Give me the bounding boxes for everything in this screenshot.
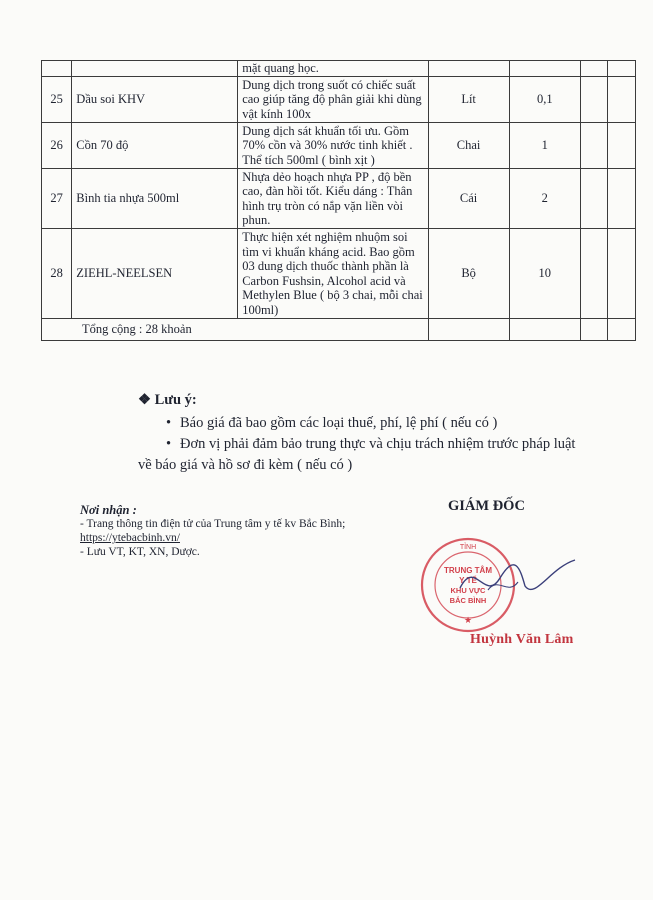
recipients-block — [80, 503, 410, 559]
notes-heading-line — [138, 390, 628, 411]
cell-unit: Lít — [428, 77, 509, 123]
website-link[interactable]: https://ytebacbinh.vn/ — [80, 532, 180, 544]
cell-empty — [608, 229, 636, 319]
note-text: Đơn vị phải đảm bảo trung thực và chịu trách nhiệm trước pháp luật — [180, 436, 576, 452]
cell-qty: 1 — [509, 123, 580, 169]
cell-unit: Cái — [428, 169, 509, 229]
total-label: Tổng cộng : 28 khoản — [42, 319, 429, 341]
table-row — [42, 169, 636, 229]
cell-empty — [580, 61, 608, 77]
stamp-top-text: TỈNH — [459, 544, 477, 551]
note-continuation: về báo giá và hồ sơ đi kèm ( nếu có ) — [138, 457, 353, 473]
table-row — [42, 123, 636, 169]
cell-desc: mặt quang học. — [238, 61, 428, 77]
cell-qty — [509, 61, 580, 77]
cell-no: 25 — [42, 77, 72, 123]
cell-desc: Dung dịch sát khuẩn tối ưu. Gồm 70% cồn và 30% nước tinh khiết . Thể tích 500ml ( bình xịt ) — [238, 123, 428, 169]
cell-empty — [580, 123, 608, 169]
cell-no: 28 — [42, 229, 72, 319]
cell-empty — [580, 229, 608, 319]
recipients-title: Nơi nhận : — [80, 503, 137, 517]
recipient-line: - Lưu VT, KT, XN, Dược. — [80, 546, 200, 558]
cell-no — [42, 61, 72, 77]
cell-empty — [580, 319, 608, 341]
cell-name: Dầu soi KHV — [72, 77, 238, 123]
signature-scribble-icon — [440, 548, 580, 608]
bullet-icon: • — [166, 436, 172, 452]
cell-qty: 10 — [509, 229, 580, 319]
cell-unit: Bộ — [428, 229, 509, 319]
cell-empty — [509, 319, 580, 341]
cell-qty: 2 — [509, 169, 580, 229]
cell-empty — [580, 169, 608, 229]
notes-section — [138, 390, 628, 476]
cell-empty — [608, 319, 636, 341]
note-text: Báo giá đã bao gồm các loại thuế, phí, lệ phí ( nếu có ) — [180, 415, 498, 431]
cell-no: 27 — [42, 169, 72, 229]
signer-role: GIÁM ĐỐC — [448, 498, 525, 514]
cell-desc: Dung dịch trong suốt có chiếc suất cao giúp tăng độ phân giải khi dùng vật kính 100x — [238, 77, 428, 123]
table-row — [42, 61, 636, 77]
notes-list — [138, 413, 628, 476]
cell-name: Bình tia nhựa 500ml — [72, 169, 238, 229]
signer-name: Huỳnh Văn Lâm — [470, 632, 574, 647]
cell-desc: Nhựa dẻo hoạch nhựa PP , độ bền cao, đàn hồi tốt. Kiểu dáng : Thân hình trụ tròn có nắp vặn liền vòi phun. — [238, 169, 428, 229]
note-item — [138, 434, 628, 476]
cell-name: Cồn 70 độ — [72, 123, 238, 169]
stamp-line-2: Y TẾ — [459, 576, 477, 585]
notes-heading: Lưu ý: — [154, 392, 197, 408]
bullet-icon: • — [166, 415, 172, 431]
cell-empty — [428, 319, 509, 341]
stamp-line-4: BẮC BÌNH — [449, 596, 487, 605]
recipient-line: - Trang thông tin điện tử của Trung tâm y tế kv Bắc Bình; — [80, 518, 346, 530]
cell-name: ZIEHL-NEELSEN — [72, 229, 238, 319]
stamp-line-1: TRUNG TÂM — [444, 566, 492, 575]
cell-no: 26 — [42, 123, 72, 169]
note-item — [166, 413, 628, 434]
cell-name — [72, 61, 238, 77]
table-row — [42, 229, 636, 319]
items-table — [41, 60, 636, 341]
table-total-row — [42, 319, 636, 341]
items-table-body — [42, 61, 636, 341]
table-row — [42, 77, 636, 123]
cell-unit: Chai — [428, 123, 509, 169]
cell-empty — [608, 77, 636, 123]
cell-desc: Thực hiện xét nghiệm nhuộm soi tìm vi khuẩn kháng acid. Bao gồm 03 dung dịch thuốc thành phần là Carbon Fushsin, Alcohol acid và Methylen Blue ( bộ 3 chai, mỗi chai 100ml) — [238, 229, 428, 319]
cell-empty — [608, 61, 636, 77]
svg-text:★: ★ — [463, 615, 473, 625]
cell-empty — [608, 169, 636, 229]
cell-empty — [608, 123, 636, 169]
diamond-marker-icon: ❖ — [138, 392, 151, 408]
cell-qty: 0,1 — [509, 77, 580, 123]
stamp-line-3: KHU VỰC — [450, 586, 486, 595]
cell-empty — [580, 77, 608, 123]
cell-unit — [428, 61, 509, 77]
